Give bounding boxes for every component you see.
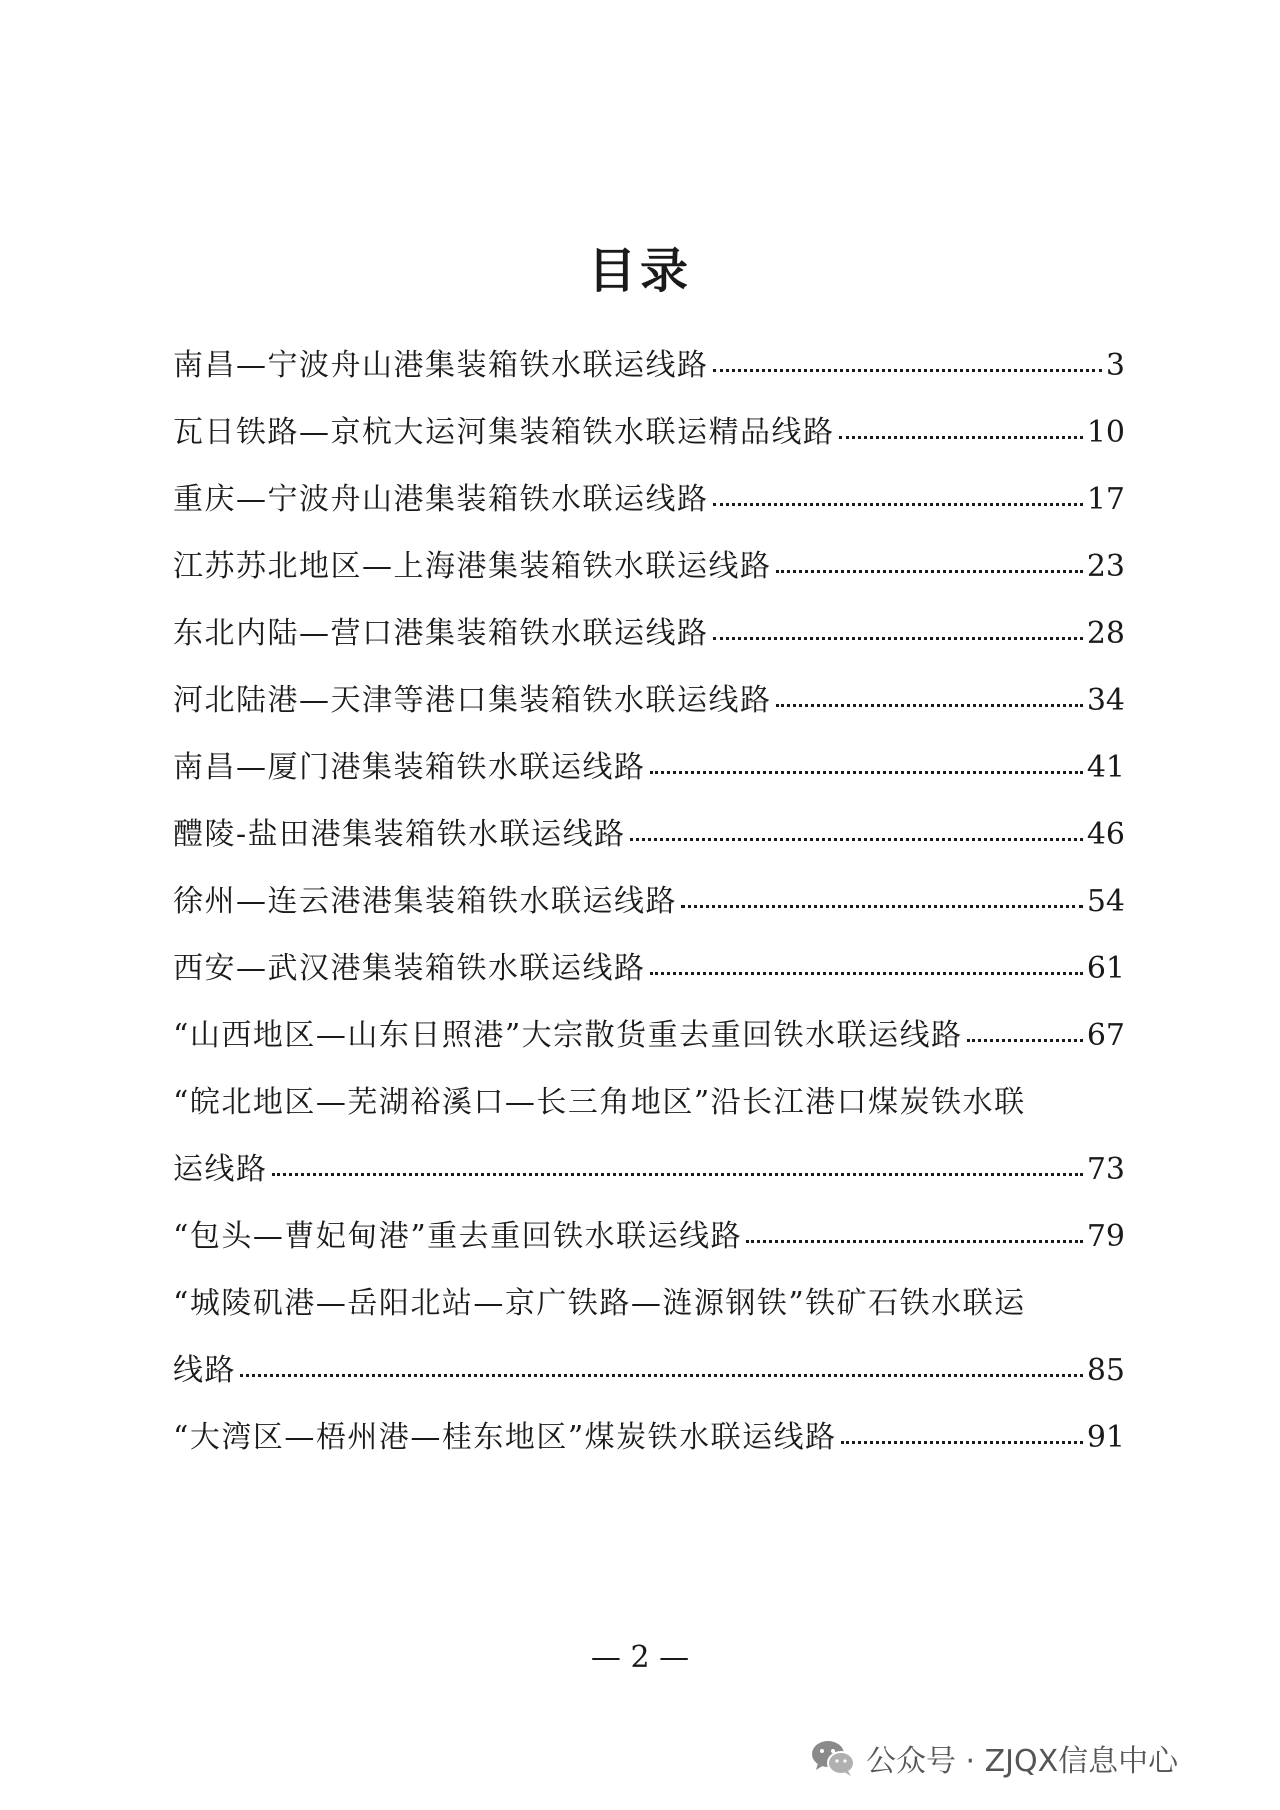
dot-leader bbox=[967, 1015, 1083, 1045]
dot-leader bbox=[776, 680, 1083, 710]
toc-entry[interactable] bbox=[173, 801, 1125, 868]
toc-entry-title-line2: 线路 bbox=[173, 1353, 236, 1388]
toc-entry-page: 61 bbox=[1086, 951, 1125, 986]
toc-entry-title: 江苏苏北地区—上海港集装箱铁水联运线路 bbox=[173, 549, 772, 584]
dot-leader bbox=[713, 613, 1083, 643]
toc-entry-page: 23 bbox=[1086, 549, 1125, 584]
toc-entry-title: “山西地区—山东日照港”大宗散货重去重回铁水联运线路 bbox=[173, 1018, 963, 1053]
toc-entry-page: 41 bbox=[1086, 750, 1125, 785]
watermark-text: 公众号 · ZJQX信息中心 bbox=[866, 1744, 1179, 1779]
toc-entry[interactable] bbox=[173, 1270, 1125, 1404]
dot-leader bbox=[841, 1417, 1083, 1447]
toc-entry-title: 东北内陆—营口港集装箱铁水联运线路 bbox=[173, 616, 709, 651]
table-of-contents bbox=[173, 332, 1125, 1471]
toc-entry[interactable] bbox=[173, 868, 1125, 935]
toc-entry-title: “包头—曹妃甸港”重去重回铁水联运线路 bbox=[173, 1219, 743, 1254]
toc-entry-title-line1: “城陵矶港—岳阳北站—京广铁路—涟源钢铁”铁矿石铁水联运 bbox=[173, 1286, 1026, 1321]
toc-entry[interactable] bbox=[173, 935, 1125, 1002]
toc-entry-page: 28 bbox=[1086, 616, 1125, 651]
toc-entry-page: 34 bbox=[1086, 683, 1125, 718]
dot-leader bbox=[713, 345, 1102, 375]
dot-leader bbox=[681, 881, 1083, 911]
toc-entry[interactable] bbox=[173, 734, 1125, 801]
dot-leader bbox=[240, 1350, 1083, 1380]
toc-entry[interactable] bbox=[173, 600, 1125, 667]
toc-entry-title: 瓦日铁路—京杭大运河集装箱铁水联运精品线路 bbox=[173, 415, 835, 450]
toc-entry[interactable] bbox=[173, 1069, 1125, 1203]
toc-entry-page: 54 bbox=[1086, 884, 1125, 919]
toc-entry-title-line2: 运线路 bbox=[173, 1152, 268, 1187]
toc-entry[interactable] bbox=[173, 1203, 1125, 1270]
toc-entry-title: 醴陵-盐田港集装箱铁水联运线路 bbox=[173, 817, 626, 852]
dot-leader bbox=[272, 1149, 1083, 1179]
toc-entry[interactable] bbox=[173, 466, 1125, 533]
footer-page-number: — 2 — bbox=[590, 1640, 690, 1675]
dot-leader bbox=[630, 814, 1083, 844]
page-title: 目录 bbox=[587, 243, 692, 299]
toc-entry[interactable] bbox=[173, 667, 1125, 734]
toc-entry[interactable] bbox=[173, 1002, 1125, 1069]
dot-leader bbox=[839, 412, 1083, 442]
toc-entry-page: 79 bbox=[1086, 1219, 1125, 1254]
dot-leader bbox=[650, 747, 1083, 777]
dot-leader bbox=[746, 1216, 1083, 1246]
wechat-icon bbox=[810, 1738, 856, 1778]
toc-entry-page: 91 bbox=[1086, 1420, 1125, 1455]
toc-entry-page: 17 bbox=[1086, 482, 1125, 517]
watermark bbox=[810, 1736, 1178, 1780]
toc-entry-title: 徐州—连云港港集装箱铁水联运线路 bbox=[173, 884, 677, 919]
toc-entry-page: 46 bbox=[1086, 817, 1125, 852]
toc-entry-title: 重庆—宁波舟山港集装箱铁水联运线路 bbox=[173, 482, 709, 517]
dot-leader bbox=[713, 479, 1083, 509]
toc-entry-page: 3 bbox=[1105, 348, 1125, 383]
toc-entry-page: 73 bbox=[1086, 1152, 1125, 1187]
toc-entry-title: 南昌—宁波舟山港集装箱铁水联运线路 bbox=[173, 348, 709, 383]
toc-entry-title: 南昌—厦门港集装箱铁水联运线路 bbox=[173, 750, 646, 785]
toc-entry[interactable] bbox=[173, 399, 1125, 466]
dot-leader bbox=[650, 948, 1083, 978]
toc-entry-page: 85 bbox=[1086, 1353, 1125, 1388]
toc-entry-title-line1: “皖北地区—芜湖裕溪口—长三角地区”沿长江港口煤炭铁水联 bbox=[173, 1085, 1026, 1120]
toc-entry-title: 西安—武汉港集装箱铁水联运线路 bbox=[173, 951, 646, 986]
toc-entry[interactable] bbox=[173, 1404, 1125, 1471]
toc-entry[interactable] bbox=[173, 533, 1125, 600]
toc-entry-title: “大湾区—梧州港—桂东地区”煤炭铁水联运线路 bbox=[173, 1420, 837, 1455]
toc-entry-page: 10 bbox=[1086, 415, 1125, 450]
toc-entry-title: 河北陆港—天津等港口集装箱铁水联运线路 bbox=[173, 683, 772, 718]
toc-entry-page: 67 bbox=[1086, 1018, 1125, 1053]
toc-entry[interactable] bbox=[173, 332, 1125, 399]
dot-leader bbox=[776, 546, 1083, 576]
